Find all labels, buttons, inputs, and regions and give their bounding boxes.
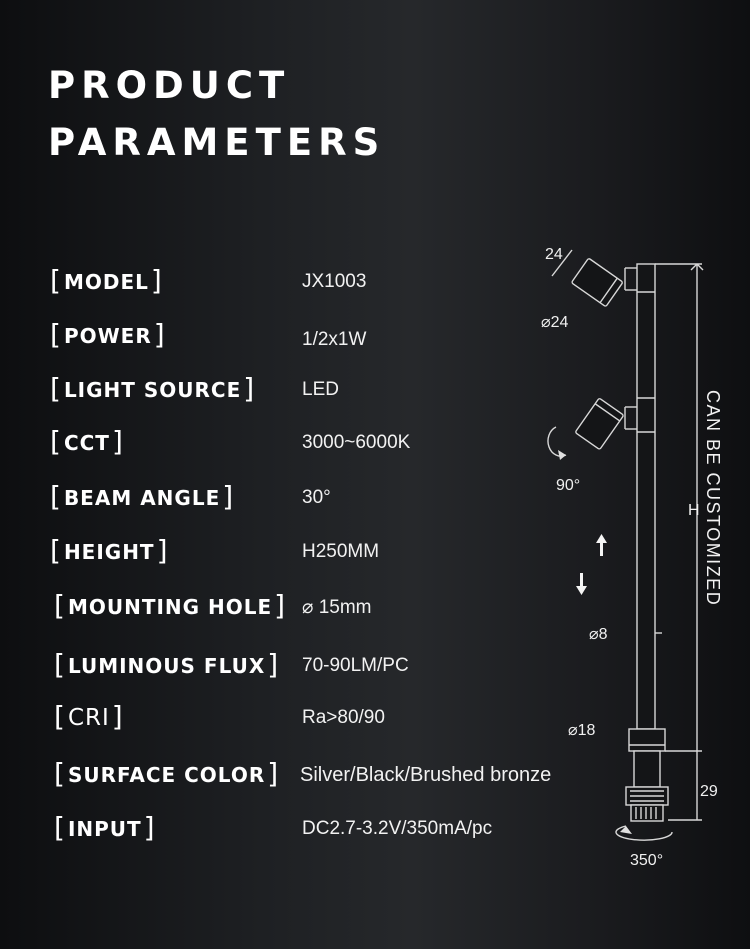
base-diameter-label: ⌀18: [568, 722, 596, 739]
spec-value: JX1003: [302, 271, 367, 292]
spec-label: INPUT: [67, 817, 142, 841]
spec-label: BEAM ANGLE: [63, 486, 221, 510]
spec-value: 1/2x1W: [302, 329, 367, 350]
spec-label: HEIGHT: [63, 540, 155, 564]
spec-label: MOUNTING HOLE: [67, 595, 273, 619]
base-height-label: 29: [700, 783, 718, 800]
spec-row-power: [ POWER ] 1/2x1W: [0, 318, 620, 354]
spec-label: CCT: [63, 431, 110, 455]
spec-label: LUMINOUS FLUX: [67, 654, 266, 678]
spec-row-model: [ MODEL ] JX1003: [0, 264, 620, 300]
spec-row-beam-angle: [ BEAM ANGLE ] 30°: [0, 480, 620, 516]
spec-row-height: [ HEIGHT ] H250MM: [0, 534, 620, 570]
spec-value: DC2.7-3.2V/350mA/pc: [302, 818, 493, 839]
rotation-angle-label: 350°: [630, 852, 664, 869]
page-title-line-1: PRODUCT: [48, 64, 291, 107]
spec-value: 3000~6000K: [302, 432, 411, 453]
spec-value: H250MM: [302, 541, 380, 562]
spec-value: LED: [302, 379, 339, 400]
spec-label: MODEL: [63, 270, 149, 294]
spec-value: ⌀ 15mm: [302, 596, 372, 618]
spec-row-surface-color: [ SURFACE COLOR ] Silver/Black/Brushed bronze: [0, 757, 620, 793]
head-width-label: 24: [545, 246, 563, 263]
tilt-angle-label: 90°: [556, 477, 581, 494]
spec-value: 70-90LM/PC: [302, 655, 409, 676]
spec-label: CRI: [67, 705, 110, 731]
spec-value: Ra>80/90: [302, 707, 385, 728]
height-label: H: [688, 502, 700, 519]
spec-row-luminous-flux: [ LUMINOUS FLUX ] 70-90LM/PC: [0, 648, 620, 684]
spec-row-input: [ INPUT ] DC2.7-3.2V/350mA/pc: [0, 811, 620, 847]
spec-label: POWER: [63, 324, 152, 348]
spec-row-mounting-hole: [ MOUNTING HOLE ] ⌀ 15mm: [0, 589, 620, 625]
customize-note: [702, 390, 732, 610]
spec-value: 30°: [302, 487, 331, 508]
spec-row-cct: [ CCT ] 3000~6000K: [0, 425, 620, 461]
spec-row-cri: [ CRI ] Ra>80/90: [0, 700, 620, 736]
spec-label: LIGHT SOURCE: [63, 378, 242, 402]
page-title-line-2: PARAMETERS: [48, 121, 386, 164]
spec-row-light-source: [ LIGHT SOURCE ] LED: [0, 372, 620, 408]
spec-label: SURFACE COLOR: [67, 763, 266, 787]
customize-note-text: CAN BE CUSTOMIZED: [703, 390, 723, 607]
pole-diameter-label: ⌀8: [589, 626, 608, 643]
head-diameter-label: ⌀24: [541, 314, 569, 331]
spec-value: Silver/Black/Brushed bronze: [300, 763, 552, 786]
